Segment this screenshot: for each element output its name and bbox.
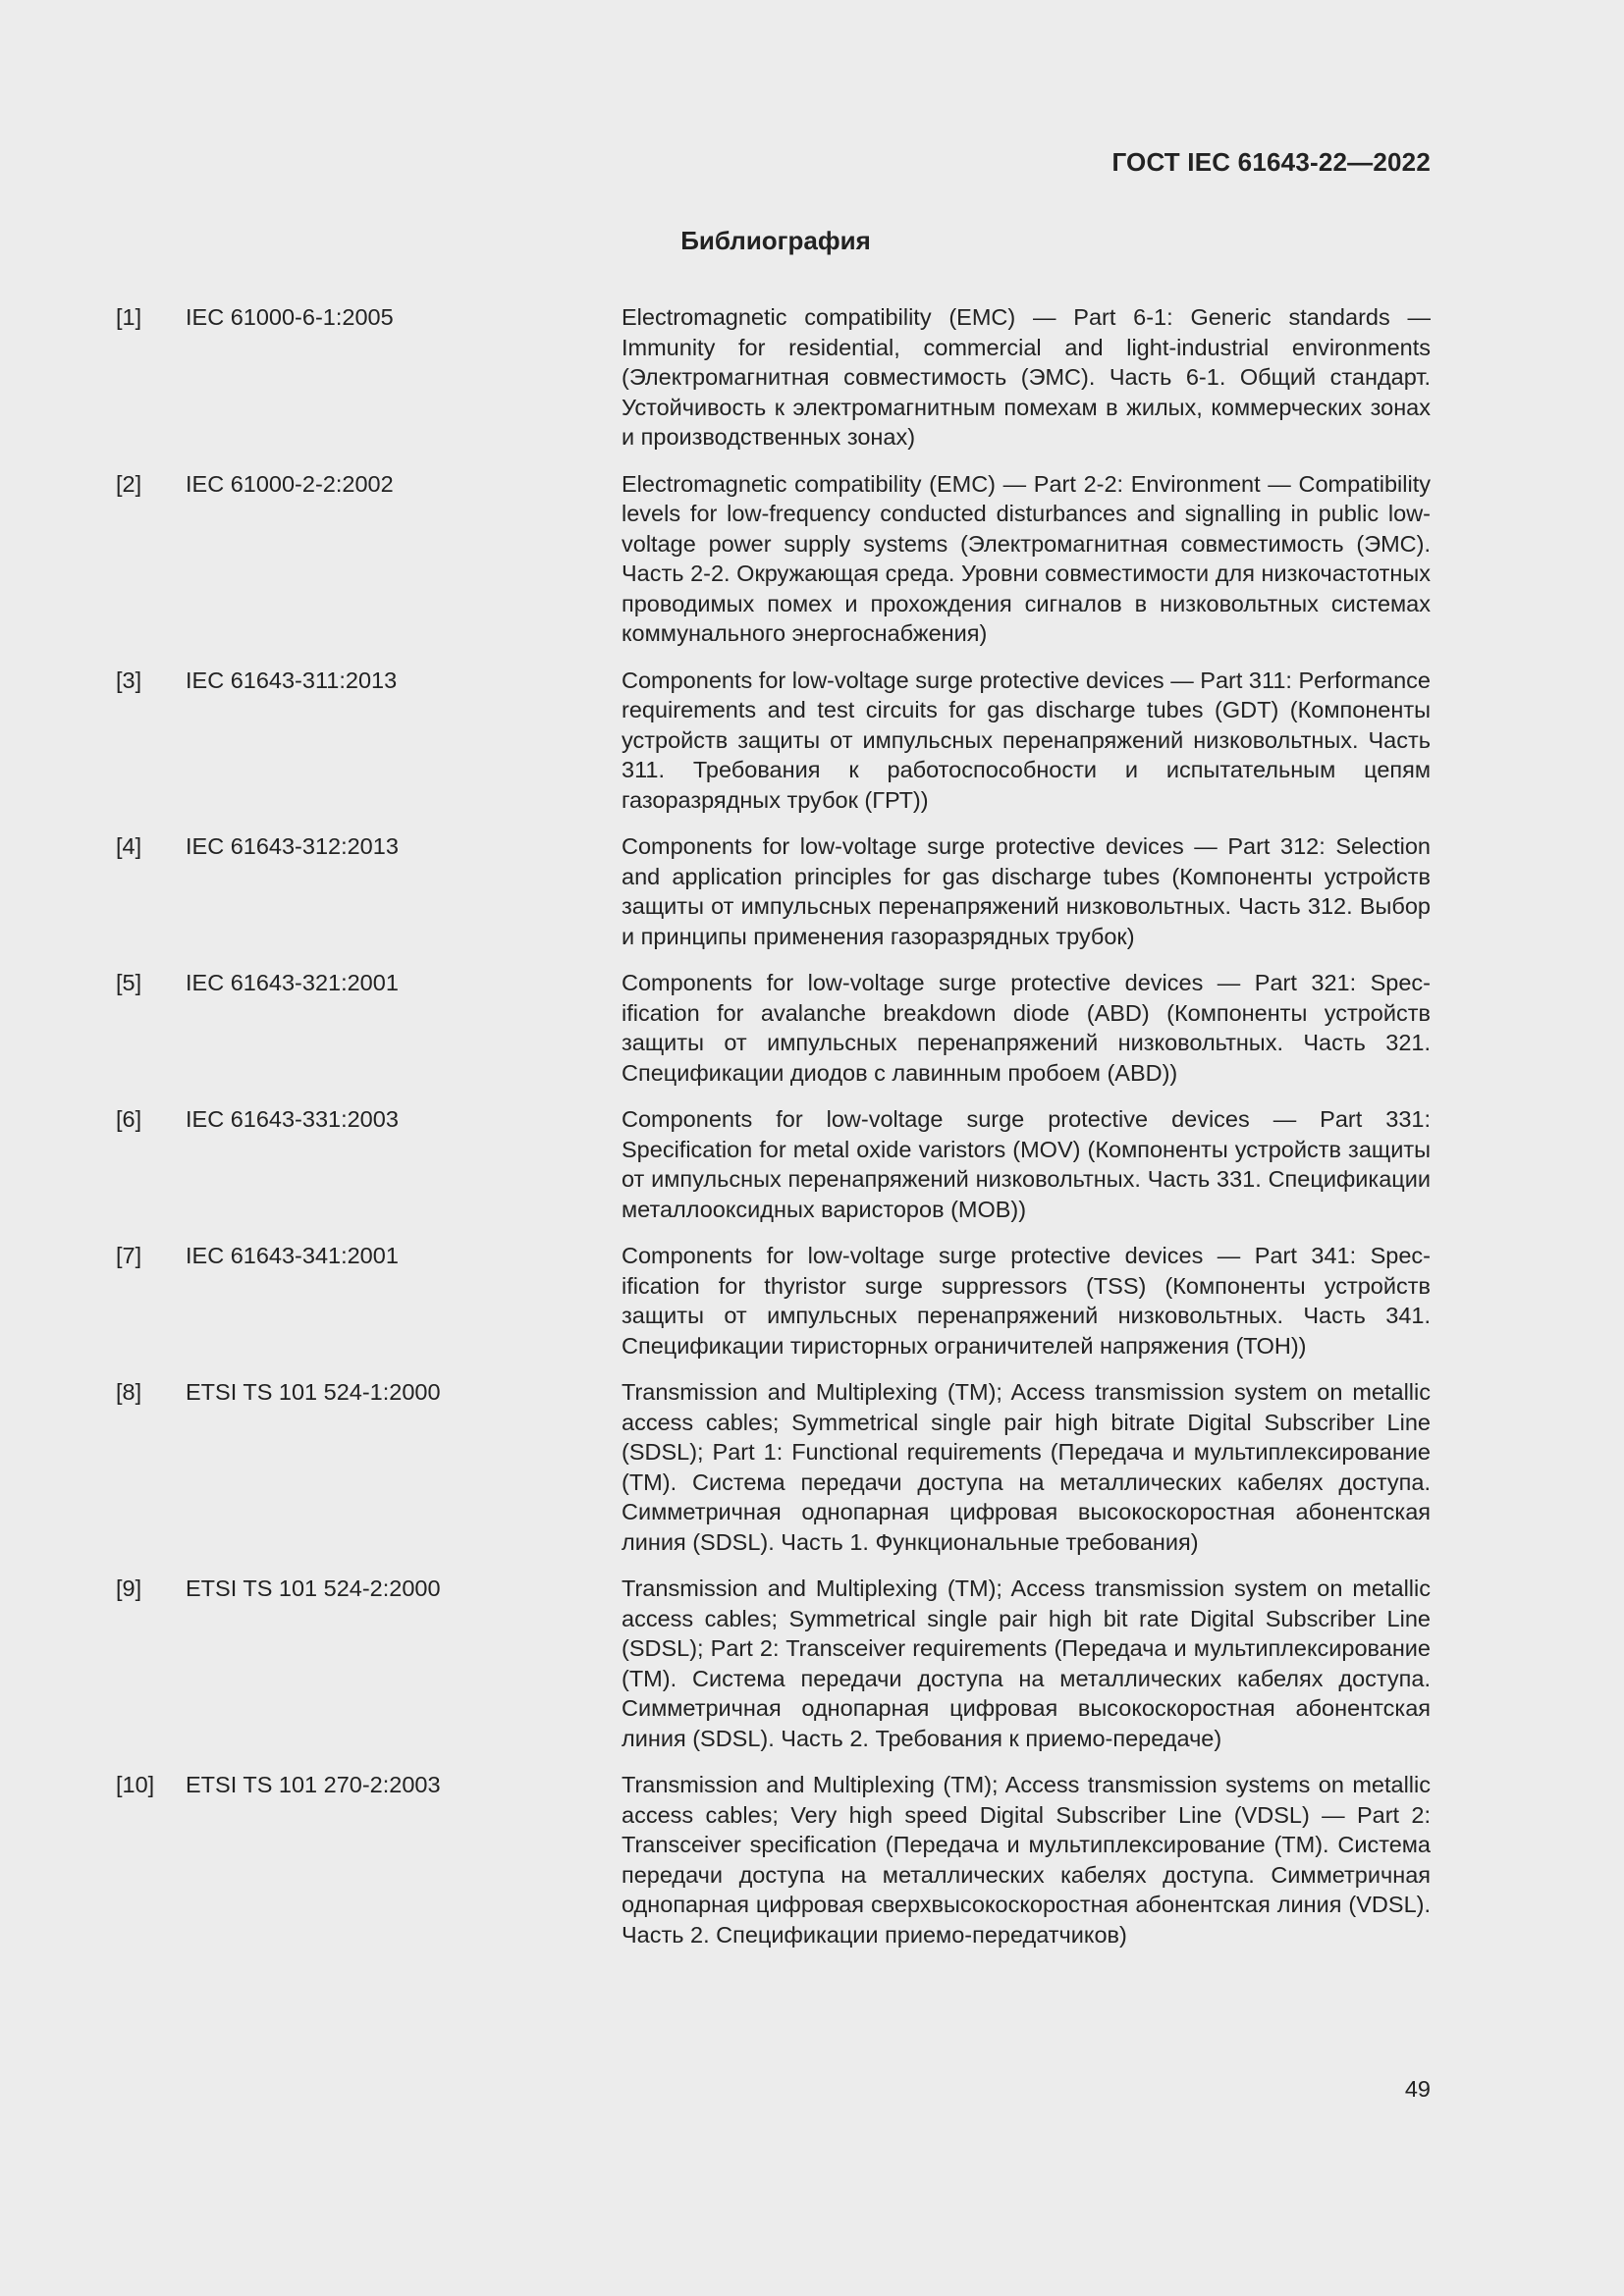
- bibliography-list: [116, 302, 1431, 1966]
- entry-standard-code: IEC 61643-312:2013: [186, 833, 399, 859]
- entry-number: [2]: [116, 470, 142, 497]
- bibliography-entry: [116, 1241, 1431, 1361]
- entry-number: [8]: [116, 1379, 142, 1405]
- bibliography-entry: [116, 1377, 1431, 1557]
- entry-description: Components for low-voltage surge protective devices — Part 331: Specification for metal oxide varistors (MOV) (Компоненты устройств защиты от импульсных перенапряжений низковольтных. Часть 331. Спецификации металлооксидных варисторов (МОВ)): [622, 1106, 1431, 1222]
- page-number: 49: [1404, 2076, 1431, 2102]
- entry-number: [6]: [116, 1106, 142, 1132]
- entry-number: [3]: [116, 667, 142, 693]
- entry-standard-code: ETSI TS 101 524-2:2000: [186, 1575, 441, 1601]
- entry-standard-code: IEC 61643-311:2013: [186, 667, 398, 693]
- entry-standard-code: IEC 61000-2-2:2002: [186, 470, 394, 497]
- entry-description: Electromagnetic compatibility (EMC) — Part 6-1: Generic standards — Immunity for residential, commercial and light-industrial environments (Электромагнитная совместимость (ЭМС). Часть 6-1. Общий стандарт. Устойчивость к электромагнитным помехам в жилых, коммерческих зонах и производственных зонах): [622, 304, 1431, 450]
- bibliography-entry: [116, 469, 1431, 649]
- entry-description: Components for low-voltage surge protective devices — Part 321: Specification for avalanche breakdown diode (ABD) (Компоненты устройств защиты от импульсных перенапряжений низковольтных. Часть 321. Спецификации диодов с лавинным пробоем (ABD)): [622, 970, 1431, 1086]
- entry-number: [5]: [116, 970, 142, 995]
- entry-standard-code: ETSI TS 101 524-1:2000: [186, 1379, 441, 1405]
- entry-standard-code: ETSI TS 101 270-2:2003: [186, 1772, 441, 1797]
- entry-number: [1]: [116, 304, 142, 330]
- entry-description: Components for low-voltage surge protective devices — Part 341: Specification for thyristor surge suppressors (TSS) (Компоненты устройств защиты от импульсных перенапряжений низковольтных. Часть 341. Спецификации тиристорных ограничителей напряжения (ТОН)): [622, 1243, 1431, 1359]
- entry-description: Transmission and Multiplexing (TM); Access transmission system on metallic access cables; Symmetrical single pair high bit rate Digital Subscriber Line (SDSL); Part 2: Transceiver requirements (Передача и мультиплексирование (ТМ). Система передачи доступа на металлических кабелях доступа. Симметричная однопарная цифровая высокоскоростная абонентская линия (SDSL). Часть 2. Требования к приемо-передаче): [622, 1575, 1431, 1751]
- entry-description: Components for low-voltage surge protective devices — Part 312: Selection and application principles for gas discharge tubes (Компоненты устройств защиты от импульсных перенапряжений низковольтных. Часть 312. Выбор и принципы применения газоразрядных трубок): [622, 833, 1431, 949]
- entry-description: Transmission and Multiplexing (TM); Access transmission systems on metallic access cables; Very high speed Digital Subscriber Line (VDSL) — Part 2: Transceiver specification (Передача и мультиплексирование (ТМ). Система передачи доступа на металлических кабелях доступа. Симметричная однопарная цифровая сверхвысокоскоростная абонентская линия (VDSL). Часть 2. Спецификации приемо-передатчиков): [622, 1772, 1431, 1948]
- bibliography-entry: [116, 968, 1431, 1088]
- entry-standard-code: IEC 61643-341:2001: [186, 1243, 399, 1268]
- bibliography-entry: [116, 1104, 1431, 1224]
- entry-standard-code: IEC 61643-321:2001: [186, 970, 399, 995]
- entry-number: [4]: [116, 833, 142, 859]
- document-header: ГОСТ IEC 61643-22—2022: [1111, 147, 1431, 177]
- entry-number: [9]: [116, 1575, 142, 1601]
- entry-standard-code: IEC 61000-6-1:2005: [186, 304, 394, 330]
- bibliography-entry: [116, 1770, 1431, 1949]
- bibliography-entry: [116, 1574, 1431, 1753]
- page-title: Библиография: [680, 226, 871, 255]
- entry-description: Transmission and Multiplexing (TM); Access transmission system on metallic access cables; Symmetrical single pair high bitrate Digital Subscriber Line (SDSL); Part 1: Functional requirements (Передача и мультиплексирование (ТМ). Система передачи доступа на металлических кабелях доступа. Симметричная однопарная цифровая высокоскоростная абонентская линия (SDSL). Часть 1. Функциональные требования): [622, 1379, 1431, 1555]
- bibliography-entry: [116, 666, 1431, 816]
- entry-description: Electromagnetic compatibility (EMC) — Part 2-2: Environment — Compatibility levels for low-frequency conducted disturbances and signalling in public low-voltage power supply systems (Электромагнитная совместимость (ЭМС). Часть 2-2. Окружающая среда. Уровни совместимости для низкочастотных проводимых помех и прохождения сигналов в низковольтных системах коммунального энергоснабжения): [622, 470, 1431, 646]
- bibliography-entry: [116, 831, 1431, 951]
- entry-standard-code: IEC 61643-331:2003: [186, 1106, 399, 1132]
- entry-number: [7]: [116, 1243, 142, 1268]
- entry-description: Components for low-voltage surge protective devices — Part 311: Performance requirements and test circuits for gas discharge tubes (GDT) (Компоненты устройств защиты от импульсных перенапряжений низковольтных. Часть 311. Требования к работоспособности и испытательным цепям газоразрядных трубок (ГРТ)): [622, 667, 1431, 813]
- entry-number: [10]: [116, 1772, 155, 1797]
- bibliography-entry: [116, 302, 1431, 453]
